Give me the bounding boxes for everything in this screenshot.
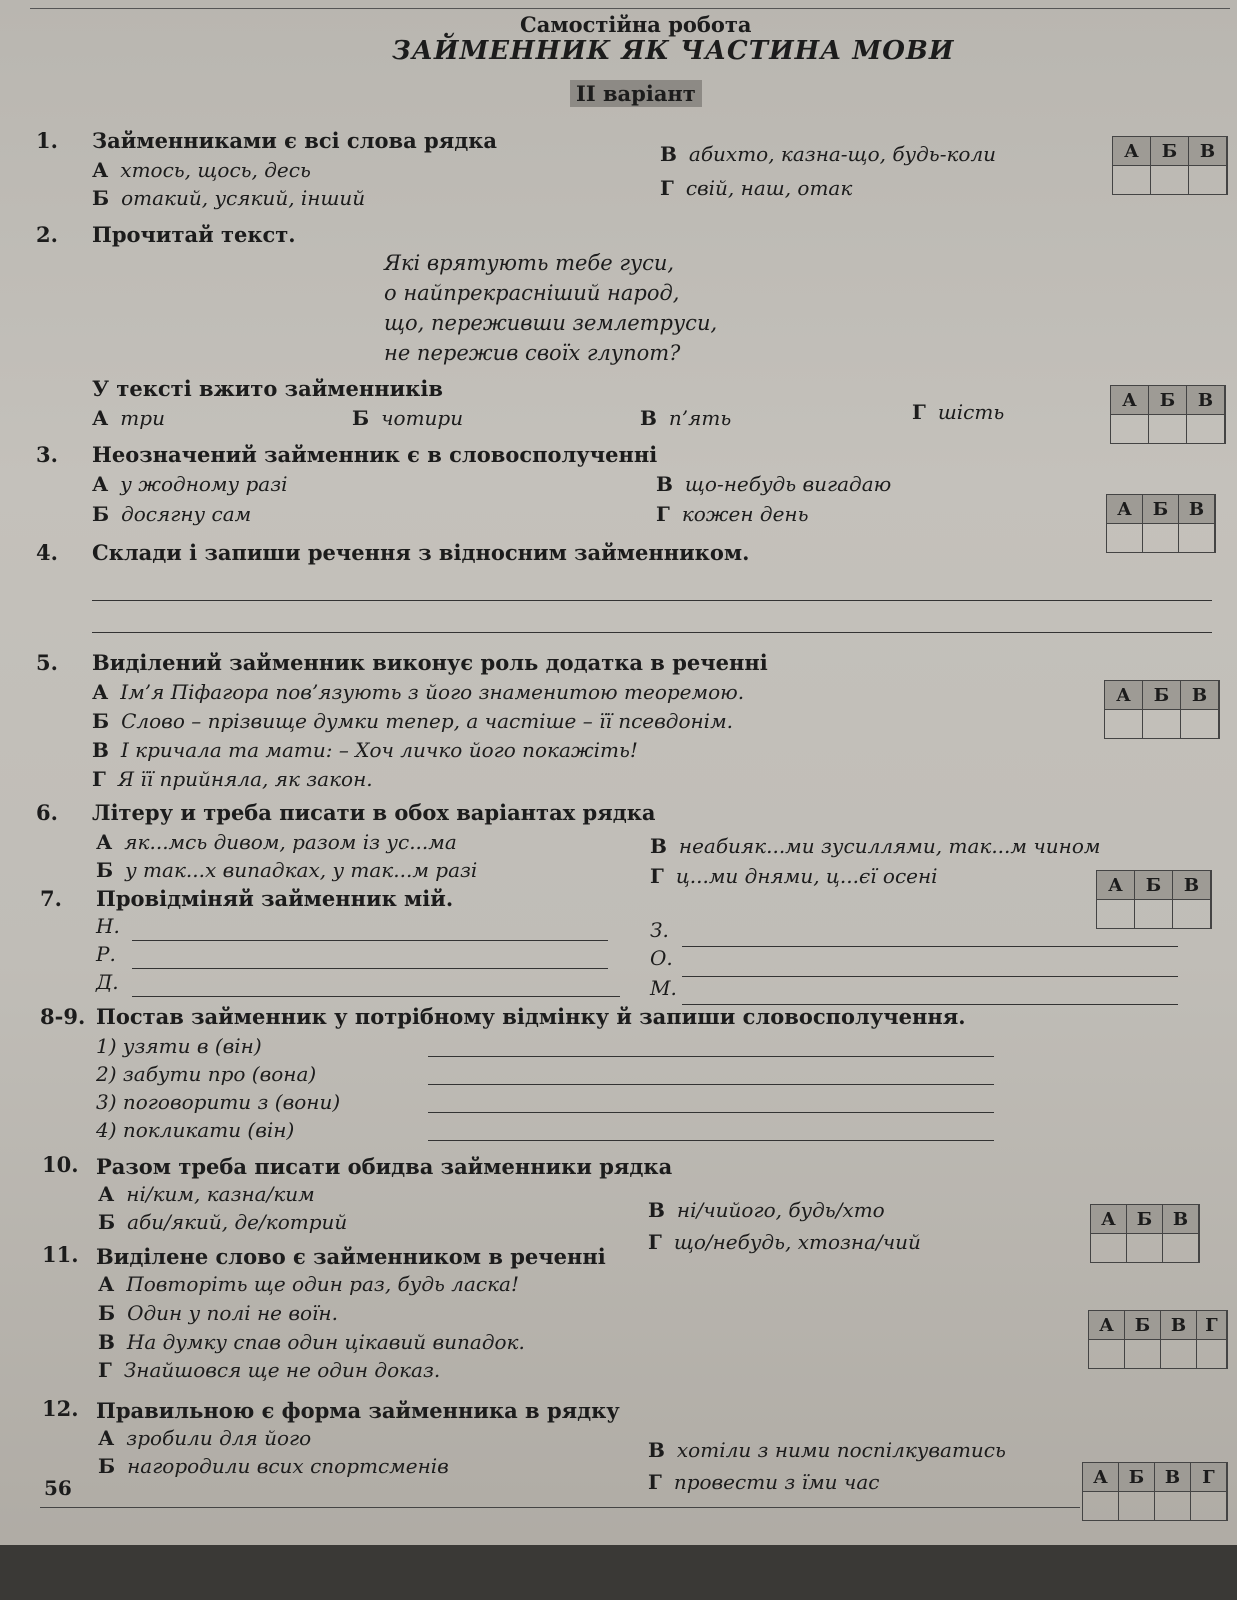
- answer-cell[interactable]: [1097, 900, 1135, 928]
- case-nominative: Н.: [96, 914, 120, 938]
- q8-9-item: 3) поговорити з (вони): [96, 1090, 341, 1114]
- q4-answer-line[interactable]: [92, 600, 1212, 601]
- case-instrumental: О.: [650, 946, 673, 970]
- q6-answer-grid[interactable]: [1096, 870, 1212, 929]
- q3-text: Неозначений займенник є в словосполученні: [92, 442, 658, 467]
- q1-option-b[interactable]: Б отакий, усякий, інший: [92, 186, 366, 210]
- case-answer-line[interactable]: [132, 940, 608, 941]
- q6-text: Літеру и треба писати в обох варіантах рядка: [92, 800, 656, 825]
- q2-option-c[interactable]: В п’ять: [640, 406, 732, 430]
- q12-text: Правильною є форма займенника в рядку: [96, 1398, 620, 1423]
- page-number: 56: [44, 1476, 72, 1500]
- grid-header-b: Б: [1135, 871, 1173, 900]
- top-rule: [30, 8, 1230, 9]
- grid-header-b: Б: [1127, 1205, 1163, 1234]
- q12-option-c[interactable]: В хотіли з ними поспілкуватись: [648, 1438, 1006, 1462]
- grid-header-a: А: [1107, 495, 1143, 524]
- q12-answer-grid[interactable]: [1082, 1462, 1228, 1521]
- poem: [384, 248, 717, 368]
- q3-option-c[interactable]: В що-небудь вигадаю: [656, 472, 892, 496]
- q1-option-d[interactable]: Г свій, наш, отак: [660, 176, 853, 200]
- grid-header-c: В: [1173, 871, 1211, 900]
- q1-text: Займенниками є всі слова рядка: [92, 128, 497, 153]
- grid-header-b: Б: [1143, 681, 1181, 710]
- grid-header-c: В: [1187, 386, 1225, 415]
- answer-cell[interactable]: [1173, 900, 1211, 928]
- answer-cell[interactable]: [1181, 710, 1219, 738]
- q10-number: 10.: [42, 1152, 79, 1177]
- grid-header-a: А: [1113, 137, 1151, 166]
- q10-option-b[interactable]: Б аби/який, де/котрий: [98, 1210, 348, 1234]
- q8-9-answer-line[interactable]: [428, 1140, 994, 1141]
- answer-cell[interactable]: [1111, 415, 1149, 443]
- q3-option-a[interactable]: А у жодному разі: [92, 472, 288, 496]
- q7-text: Провідміняй займенник мій.: [96, 886, 454, 911]
- q1-option-a[interactable]: А хтось, щось, десь: [92, 158, 311, 182]
- q3-number: 3.: [36, 442, 58, 467]
- q8-9-answer-line[interactable]: [428, 1112, 994, 1113]
- case-dative: Д.: [96, 970, 119, 994]
- grid-header-b: Б: [1119, 1463, 1155, 1492]
- q8-9-number: 8-9.: [40, 1004, 86, 1029]
- answer-cell[interactable]: [1107, 524, 1143, 552]
- answer-cell[interactable]: [1143, 710, 1181, 738]
- q8-9-item: 4) покликати (він): [96, 1118, 295, 1142]
- q11-text: Виділене слово є займенником в реченні: [96, 1244, 606, 1269]
- q4-number: 4.: [36, 540, 58, 565]
- grid-header-b: Б: [1143, 495, 1179, 524]
- q11-option-d[interactable]: Г Знайшовся ще не один доказ.: [98, 1358, 441, 1382]
- worksheet-subtitle: ЗАЙМЕННИК ЯК ЧАСТИНА МОВИ: [392, 36, 955, 66]
- q5-option-d[interactable]: Г Я її прийняла, як закон.: [92, 767, 373, 791]
- answer-cell[interactable]: [1135, 900, 1173, 928]
- q5-number: 5.: [36, 650, 58, 675]
- grid-header-c: В: [1161, 1311, 1197, 1340]
- q10-option-d[interactable]: Г що/небудь, хтозна/чий: [648, 1230, 921, 1254]
- answer-cell[interactable]: [1161, 1340, 1197, 1368]
- q6-option-b[interactable]: Б у так...х випадках, у так...м разі: [96, 858, 478, 882]
- grid-header-a: А: [1105, 681, 1143, 710]
- q10-option-c[interactable]: В ні/чийого, будь/хто: [648, 1198, 885, 1222]
- grid-header-b: Б: [1125, 1311, 1161, 1340]
- answer-cell[interactable]: [1089, 1340, 1125, 1368]
- answer-cell[interactable]: [1163, 1234, 1199, 1262]
- q2-subquestion: У тексті вжито займенників: [92, 376, 443, 401]
- grid-header-d: Г: [1197, 1311, 1227, 1340]
- poem-line: що, переживши землетруси,: [384, 311, 718, 335]
- q8-9-text: Постав займенник у потрібному відмінку й запиши словосполучення.: [96, 1004, 966, 1029]
- q8-9-answer-line[interactable]: [428, 1056, 994, 1057]
- q12-option-a[interactable]: А зробили для його: [98, 1426, 312, 1450]
- q10-option-a[interactable]: А ні/ким, казна/ким: [98, 1182, 315, 1206]
- case-answer-line[interactable]: [682, 946, 1178, 947]
- q7-number: 7.: [40, 886, 62, 911]
- grid-header-d: Г: [1191, 1463, 1227, 1492]
- grid-header-a: А: [1097, 871, 1135, 900]
- q12-number: 12.: [42, 1396, 79, 1421]
- poem-line: не пережив своїх глупот?: [384, 341, 681, 365]
- q10-text: Разом треба писати обидва займенники рядка: [96, 1154, 673, 1179]
- q6-option-c[interactable]: В неабияк...ми зусиллями, так...м чином: [650, 834, 1101, 858]
- q2-text: Прочитай текст.: [92, 222, 296, 247]
- answer-cell[interactable]: [1143, 524, 1179, 552]
- q11-answer-grid[interactable]: [1088, 1310, 1228, 1369]
- q3-option-d[interactable]: Г кожен день: [656, 502, 809, 526]
- grid-header-a: А: [1091, 1205, 1127, 1234]
- answer-cell[interactable]: [1125, 1340, 1161, 1368]
- q8-9-item: 2) забути про (вона): [96, 1062, 317, 1086]
- answer-cell[interactable]: [1155, 1492, 1191, 1520]
- q12-option-b[interactable]: Б нагородили всих спортсменів: [98, 1454, 449, 1478]
- answer-cell[interactable]: [1149, 415, 1187, 443]
- q4-answer-line[interactable]: [92, 632, 1212, 633]
- q6-option-d[interactable]: Г ц...ми днями, ц...єї осені: [650, 864, 938, 888]
- q11-option-a[interactable]: А Повторіть ще один раз, будь ласка!: [98, 1272, 520, 1296]
- answer-cell[interactable]: [1187, 415, 1225, 443]
- grid-header-b: Б: [1149, 386, 1187, 415]
- answer-cell[interactable]: [1191, 1492, 1227, 1520]
- case-genitive: Р.: [96, 942, 116, 966]
- q11-option-c[interactable]: В На думку спав один цікавий випадок.: [98, 1330, 525, 1354]
- worksheet-title: Самостійна робота: [520, 12, 752, 37]
- q2-option-d[interactable]: Г шість: [912, 400, 1005, 424]
- case-accusative: З.: [650, 918, 669, 942]
- variant-label: ІІ варіант: [570, 80, 702, 107]
- answer-cell[interactable]: [1179, 524, 1215, 552]
- grid-header-a: А: [1089, 1311, 1125, 1340]
- q1-answer-grid[interactable]: [1112, 136, 1228, 195]
- q4-text: Склади і запиши речення з відносним займенником.: [92, 540, 750, 565]
- q5-text: Виділений займенник виконує роль додатка в реченні: [92, 650, 768, 675]
- q10-answer-grid[interactable]: [1090, 1204, 1200, 1263]
- q1-number: 1.: [36, 128, 58, 153]
- case-answer-line[interactable]: [132, 996, 620, 997]
- q6-number: 6.: [36, 800, 58, 825]
- grid-header-c: В: [1189, 137, 1227, 166]
- q2-option-b[interactable]: Б чотири: [352, 406, 464, 430]
- answer-cell[interactable]: [1113, 166, 1151, 194]
- poem-line: о найпрекрасніший народ,: [384, 281, 680, 305]
- desk-background: [0, 1545, 1237, 1600]
- q5-option-c[interactable]: В І кричала та мати: – Хоч личко його покажіть!: [92, 738, 638, 762]
- q11-option-b[interactable]: Б Один у полі не воїн.: [98, 1301, 338, 1325]
- q2-answer-grid[interactable]: [1110, 385, 1226, 444]
- q12-option-d[interactable]: Г провести з їми час: [648, 1470, 880, 1494]
- answer-cell[interactable]: [1083, 1492, 1119, 1520]
- grid-header-a: А: [1083, 1463, 1119, 1492]
- answer-cell[interactable]: [1091, 1234, 1127, 1262]
- q8-9-item: 1) узяти в (він): [96, 1034, 262, 1058]
- poem-line: Які врятують тебе гуси,: [384, 251, 675, 275]
- grid-header-a: А: [1111, 386, 1149, 415]
- q5-option-a[interactable]: А Ім’я Піфагора пов’язують з його знаменитою теоремою.: [92, 680, 745, 704]
- q1-option-c[interactable]: В абихто, казна-що, будь-коли: [660, 142, 997, 166]
- q3-option-b[interactable]: Б досягну сам: [92, 502, 252, 526]
- q11-number: 11.: [42, 1242, 79, 1267]
- q8-9-answer-line[interactable]: [428, 1084, 994, 1085]
- bottom-rule: [40, 1507, 1080, 1508]
- q2-option-a[interactable]: А три: [92, 406, 165, 430]
- grid-header-c: В: [1163, 1205, 1199, 1234]
- grid-header-b: Б: [1151, 137, 1189, 166]
- answer-cell[interactable]: [1189, 166, 1227, 194]
- q2-number: 2.: [36, 222, 58, 247]
- answer-cell[interactable]: [1105, 710, 1143, 738]
- answer-cell[interactable]: [1119, 1492, 1155, 1520]
- grid-header-c: В: [1155, 1463, 1191, 1492]
- q6-option-a[interactable]: А як...мсь дивом, разом із ус...ма: [96, 830, 457, 854]
- grid-header-c: В: [1179, 495, 1215, 524]
- answer-cell[interactable]: [1127, 1234, 1163, 1262]
- case-locative: М.: [650, 976, 677, 1000]
- q5-option-b[interactable]: Б Слово – прізвище думки тепер, а частіше – її псевдонім.: [92, 709, 734, 733]
- answer-cell[interactable]: [1197, 1340, 1227, 1368]
- q3-answer-grid[interactable]: [1106, 494, 1216, 553]
- case-answer-line[interactable]: [132, 968, 608, 969]
- answer-cell[interactable]: [1151, 166, 1189, 194]
- grid-header-c: В: [1181, 681, 1219, 710]
- q5-answer-grid[interactable]: [1104, 680, 1220, 739]
- case-answer-line[interactable]: [682, 976, 1178, 977]
